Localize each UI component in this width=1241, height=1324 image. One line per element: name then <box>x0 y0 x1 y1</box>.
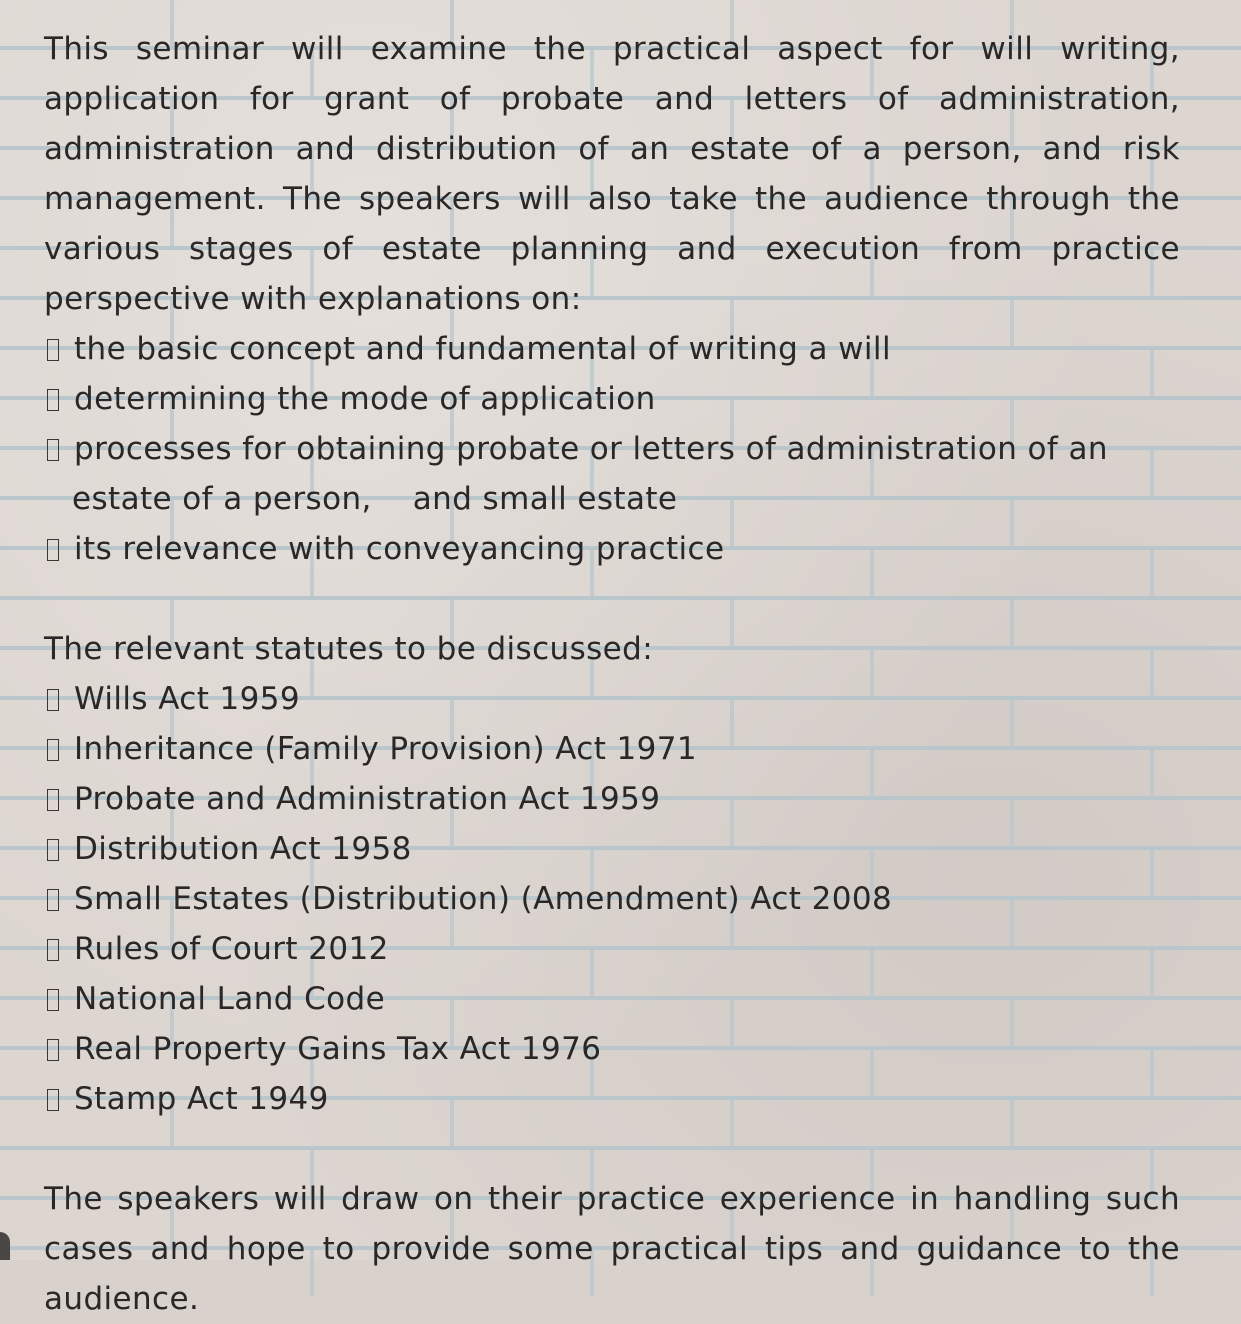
statute-text: Real Property Gains Tax Act 1976 <box>74 1031 602 1067</box>
statutes-list <box>44 674 1180 1124</box>
bullet-box-icon <box>47 389 59 411</box>
statute-text: National Land Code <box>74 981 386 1017</box>
statute-text: Rules of Court 2012 <box>74 931 389 967</box>
statute-text: Distribution Act 1958 <box>74 831 412 867</box>
statute-text: Stamp Act 1949 <box>74 1081 329 1117</box>
statute-item <box>44 774 1180 824</box>
bullet-box-icon <box>47 839 59 861</box>
bullet-box-icon <box>47 539 59 561</box>
statute-item <box>44 674 1180 724</box>
topic-text: determining the mode of application <box>74 381 656 417</box>
topic-text: processes for obtaining probate or letters of administration of an <box>74 431 1108 467</box>
bullet-box-icon <box>47 439 59 461</box>
statute-text: Wills Act 1959 <box>74 681 301 717</box>
statute-item <box>44 824 1180 874</box>
bullet-box-icon <box>47 1089 59 1111</box>
topic-item <box>44 524 1180 574</box>
statute-item <box>44 924 1180 974</box>
spacer <box>44 574 1180 624</box>
statute-text: Probate and Administration Act 1959 <box>74 781 661 817</box>
statute-item <box>44 724 1180 774</box>
topics-list <box>44 324 1180 574</box>
bullet-box-icon <box>47 689 59 711</box>
statute-item <box>44 1024 1180 1074</box>
statute-item <box>44 1074 1180 1124</box>
bullet-box-icon <box>47 939 59 961</box>
topic-text: the basic concept and fundamental of writing a will <box>74 331 891 367</box>
statute-text: Inheritance (Family Provision) Act 1971 <box>74 731 698 767</box>
topic-item <box>44 324 1180 374</box>
spacer <box>44 1124 1180 1174</box>
bullet-box-icon <box>47 1039 59 1061</box>
statute-item <box>44 874 1180 924</box>
topic-item-continuation <box>44 474 1180 524</box>
intro-paragraph: This seminar will examine the practical aspect for will writing, application for grant of probate and letters of administration, administration and distribution of an estate of a person, and risk management. The speakers will also take the audience through the various stages of estate planning and execution from practice perspective with explanations on: <box>44 31 1180 317</box>
topic-text: its relevance with conveyancing practice <box>74 531 725 567</box>
seminar-description <box>44 24 1180 1324</box>
statutes-heading: The relevant statutes to be discussed: <box>44 631 654 667</box>
corner-shadow <box>0 1232 10 1260</box>
bullet-box-icon <box>47 739 59 761</box>
statute-item <box>44 974 1180 1024</box>
bullet-box-icon <box>47 339 59 361</box>
bullet-box-icon <box>47 989 59 1011</box>
topic-item <box>44 424 1180 474</box>
topic-text-continuation: estate of a person, and small estate <box>72 481 678 517</box>
bullet-box-icon <box>47 889 59 911</box>
topic-item <box>44 374 1180 424</box>
statute-text: Small Estates (Distribution) (Amendment) Act 2008 <box>74 881 893 917</box>
closing-paragraph: The speakers will draw on their practice experience in handling such cases and hope to provide some practical tips and guidance to the audience. <box>44 1181 1180 1317</box>
bullet-box-icon <box>47 789 59 811</box>
